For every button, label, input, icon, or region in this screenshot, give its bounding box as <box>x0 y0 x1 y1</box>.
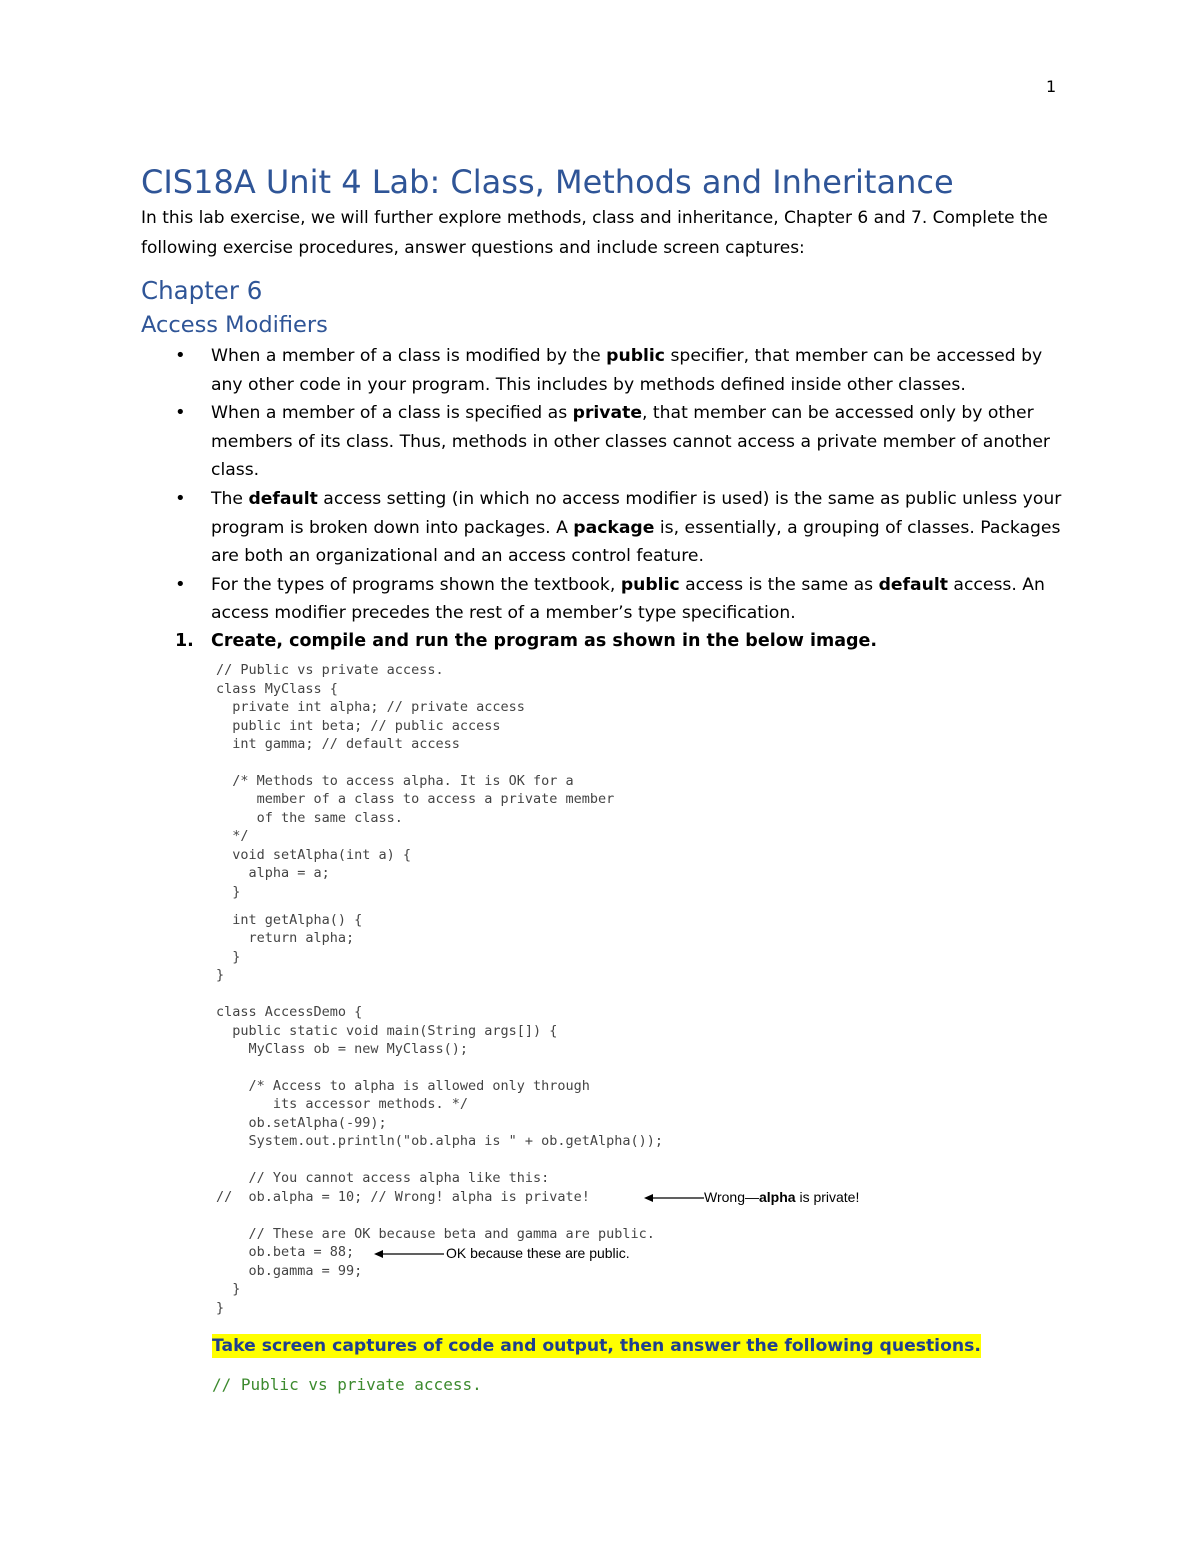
code-line: System.out.println("ob.alpha is " + ob.getAlpha()); <box>216 1133 664 1149</box>
code-line: class MyClass { <box>216 681 338 697</box>
wrong-annotation <box>704 1189 859 1205</box>
bullet-icon: • <box>175 402 186 424</box>
code-line: */ <box>216 828 249 844</box>
code-line: return alpha; <box>216 930 355 946</box>
code-line: // You cannot access alpha like this: <box>216 1170 550 1186</box>
page-number: 1 <box>1046 77 1057 96</box>
bullet-bold: private <box>572 403 642 424</box>
bullet-list <box>141 342 1066 628</box>
code-line: // These are OK because beta and gamma are public. <box>216 1226 655 1242</box>
code-line: ob.gamma = 99; <box>216 1263 363 1279</box>
bullet-text: is, essentially, a grouping of classes. Packages are both an organizational and an access control feature. <box>211 517 1061 567</box>
ok-annotation: OK because these are public. <box>446 1245 630 1261</box>
bullet-icon: • <box>175 345 186 366</box>
code-line: // ob.alpha = 10; // Wrong! alpha is private! <box>216 1189 590 1205</box>
step-number: 1. <box>175 631 194 651</box>
chapter-heading: Chapter 6 <box>141 276 263 305</box>
bullet-text: The <box>211 488 249 509</box>
code-image <box>212 660 932 1320</box>
code-line: /* Access to alpha is allowed only through <box>216 1078 590 1094</box>
bullet-bold: package <box>573 517 655 538</box>
code-line: } <box>216 1300 225 1316</box>
step-text: Create, compile and run the program as shown in the below image. <box>211 631 878 651</box>
list-item <box>141 485 1066 571</box>
code-line: } <box>216 967 225 983</box>
code-comment: // Public vs private access. <box>212 1375 482 1394</box>
bullet-bold: public <box>606 346 665 366</box>
arrow-icon <box>644 1192 706 1204</box>
code-line: public static void main(String args[]) { <box>216 1023 558 1039</box>
arrow-icon <box>374 1248 446 1260</box>
bullet-icon: • <box>175 487 186 509</box>
code-line: class AccessDemo { <box>216 1004 363 1020</box>
code-line: MyClass ob = new MyClass(); <box>216 1041 468 1057</box>
code-line: ob.beta = 88; <box>216 1244 355 1260</box>
bullet-bold: public <box>620 574 680 595</box>
bullet-text: access. An access modifier precedes the rest of a member’s type specification. <box>211 574 1045 624</box>
bullet-bold: default <box>248 488 318 509</box>
code-line: member of a class to access a private member <box>216 791 615 807</box>
code-line: alpha = a; <box>216 865 330 881</box>
code-line: private int alpha; // private access <box>216 699 525 715</box>
instruction-highlight: Take screen captures of code and output, then answer the following questions. <box>212 1336 981 1356</box>
code-line: int getAlpha() { <box>216 912 363 928</box>
bullet-text: When a member of a class is specified as <box>211 403 573 424</box>
bullet-text: access setting (in which no access modifier is used) is the same as public unless your program is broken down into packages. A <box>211 488 1062 538</box>
code-line: int gamma; // default access <box>216 736 460 752</box>
bullet-text: access is the same as <box>679 574 879 595</box>
page-title: CIS18A Unit 4 Lab: Class, Methods and Inheritance <box>141 163 954 201</box>
intro-paragraph: In this lab exercise, we will further explore methods, class and inheritance, Chapter 6 and 7. Complete the following exercise procedures, answer questions and include screen captures: <box>141 208 1048 258</box>
annotation-bold: alpha <box>758 1189 796 1205</box>
code-line: its accessor methods. */ <box>216 1096 468 1112</box>
bullet-text: For the types of programs shown the textbook, <box>211 574 621 595</box>
code-line: of the same class. <box>216 810 403 826</box>
list-item <box>141 342 1066 399</box>
annotation-text: is private! <box>795 1189 860 1205</box>
bullet-text: specifier, that member can be accessed by any other code in your program. This includes by methods defined inside other classes. <box>211 346 1043 395</box>
code-line: } <box>216 884 241 900</box>
list-item <box>141 399 1066 485</box>
bullet-bold: default <box>878 574 948 595</box>
section-heading: Access Modifiers <box>141 312 328 338</box>
annotation-text: Wrong— <box>704 1189 759 1205</box>
code-line: void setAlpha(int a) { <box>216 847 412 863</box>
code-line: public int beta; // public access <box>216 718 501 734</box>
code-line: /* Methods to access alpha. It is OK for a <box>216 773 574 789</box>
code-line: } <box>216 949 241 965</box>
list-item <box>141 571 1066 628</box>
code-line: } <box>216 1281 241 1297</box>
bullet-text: When a member of a class is modified by the <box>211 346 607 366</box>
bullet-text: , that member can be accessed only by other members of its class. Thus, methods in other classes cannot access a private member of another class. <box>211 403 1050 481</box>
bullet-icon: • <box>175 573 186 595</box>
code-line: ob.setAlpha(-99); <box>216 1115 387 1131</box>
code-line: // Public vs private access. <box>216 662 444 678</box>
step-1 <box>141 627 877 655</box>
